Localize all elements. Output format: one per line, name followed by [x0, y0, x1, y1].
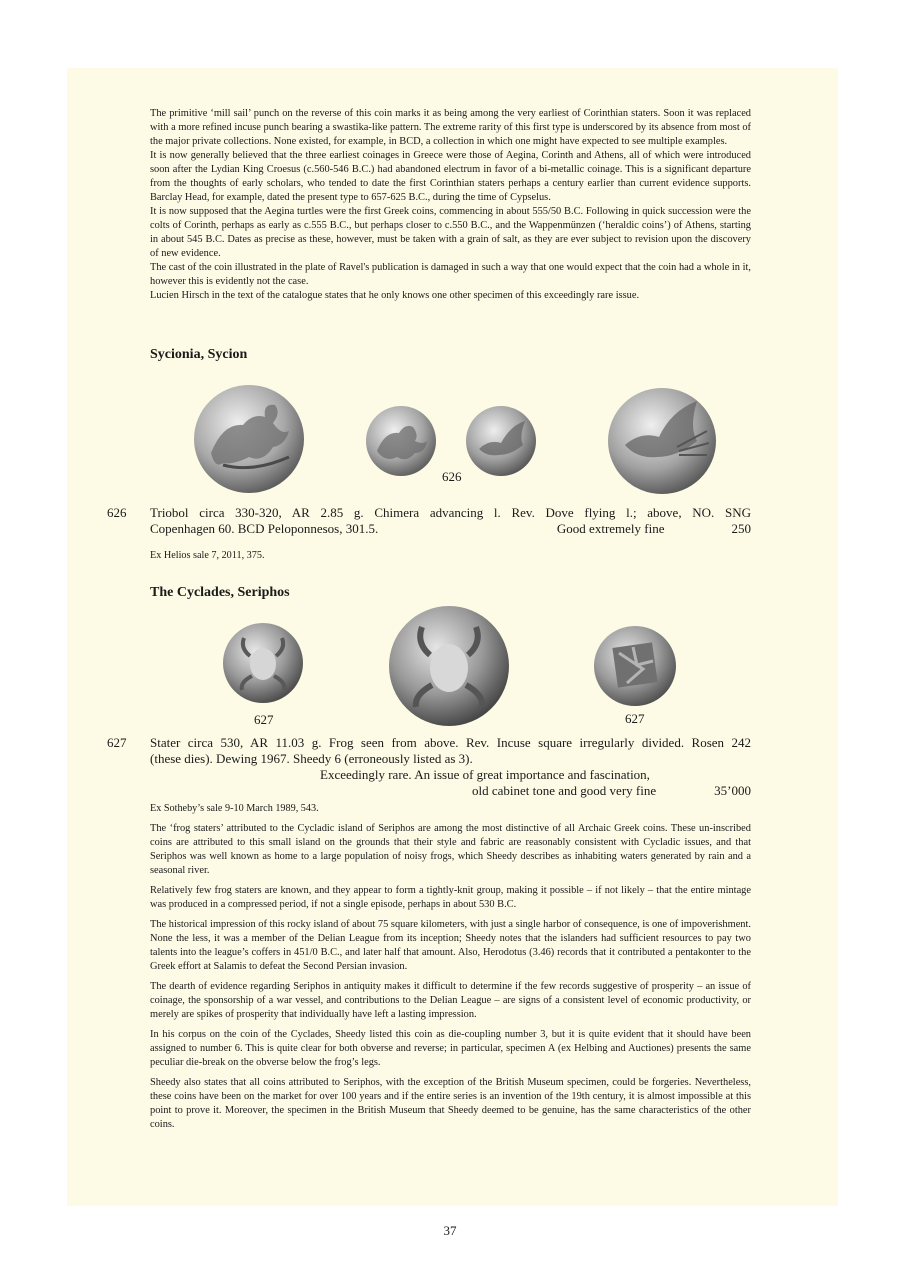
- lot-626-description: [150, 505, 751, 537]
- provenance: Ex Helios sale 7, 2011, 375.: [150, 550, 265, 561]
- coin-627-obverse-large: [388, 605, 510, 727]
- grade-estimate: [557, 521, 751, 537]
- lot-description-line: Triobol circa 330-320, AR 2.85 g. Chimera advancing l. Rev. Dove flying l.; above, NO. SNG: [150, 505, 751, 520]
- estimate: 250: [731, 521, 751, 536]
- coin-627-caption-right: 627: [625, 711, 645, 726]
- intro-paragraph: The primitive ‘mill sail’ punch on the reverse of this coin marks it as being among the very earliest of Corinthian staters. Soon it was replaced with a more refined incuse punch bearing a swastika-like pattern. The extreme rarity of this first type is underscored by its absence from most of the major private collections. None existed, for example, in BCD, a collection in which one might have expected to see multiple examples.: [150, 108, 751, 147]
- commentary-paragraph: The dearth of evidence regarding Seriphos in antiquity makes it difficult to determine if the few records suggestive of prosperity – an issue of coinage, the sponsorship of a war vessel, and contributions to the Delian League – are signs of a consistent level of economic productivity, or merely are spikes of prosperity that individually have left a lasting impression.: [150, 981, 751, 1020]
- grade: Good extremely fine: [556, 521, 665, 536]
- page-number: 37: [443, 1223, 457, 1238]
- lot-627-commentary: [150, 822, 751, 1138]
- coin-626-obverse-large: [193, 383, 305, 495]
- commentary-paragraph: Relatively few frog staters are known, and they appear to form a tightly-knit group, making it possible – if not likely – that the entire mintage was produced in a compressed period, if not a single episode, perhaps in about 530 B.C.: [150, 885, 751, 910]
- lot-description-line: Copenhagen 60. BCD Peloponnesos, 301.5.: [150, 521, 379, 536]
- lot-number: 626: [107, 505, 127, 520]
- grade: old cabinet tone and good very fine: [472, 783, 657, 798]
- commentary-paragraph: The ‘frog staters’ attributed to the Cycladic island of Seriphos are among the most distinctive of all Archaic Greek coins. These un-inscribed coins are attributed to this small island on the grounds that their style and fabric are reasonably consistent with Cycladic issues, and that Seriphos was well known as home to a large population of noisy frogs, which Sheedy describes as inhabiting waters generated by rain and a seasonal river.: [150, 823, 751, 876]
- intro-paragraph: It is now supposed that the Aegina turtles were the first Greek coins, commencing in about 555/50 B.C. Following in quick succession were the colts of Corinth, perhaps as early as c.555 B.C., but perhaps closer to c.550 B.C., and the Wappenmünzen (‘heraldic coins’) of Athens, starting in about 545 B.C. Dates as precise as these, however, must be taken with a grain of salt, as they are ever subject to revision upon the discovery of new evidence.: [150, 206, 751, 259]
- coin-627-caption-left: 627: [254, 712, 274, 727]
- intro-paragraph: It is now generally believed that the three earliest coinages in Greece were those of Aegina, Corinth and Athens, all of which were introduced soon after the Lydian King Croesus (c.560-546 B.C.) had abandoned electrum in favor of a bi-metallic coinage. This is a significant departure from the thoughts of early scholars, who tended to date the first Corinthian staters perhaps a century earlier than current evidence supports. Barclay Head, for example, dated the present type to 657-625 B.C., during the time of Cypselus.: [150, 150, 751, 203]
- coin-626-reverse: [465, 405, 537, 477]
- coin-627-reverse: [593, 625, 677, 707]
- section-heading-seriphos: The Cyclades, Seriphos: [150, 585, 290, 600]
- intro-text: [150, 107, 751, 303]
- lot-description-row: [150, 521, 751, 537]
- lot-627-description: [150, 735, 751, 799]
- commentary-paragraph: The historical impression of this rocky island of about 75 square kilometers, with just a single harbor of consequence, is one of impoverishment. None the less, it was a member of the Delian League from its inception; Sheedy notes that the islanders had sufficient resources to pay two talents into the league’s coffers in 451/0 B.C., and later half that amount. Also, Herodotus (3.46) records that it contributed a pentakonter to the Greek effort at Salamis to defeat the Second Persian invasion.: [150, 919, 751, 972]
- grade-estimate: [150, 783, 751, 799]
- lot-number: 627: [107, 735, 127, 750]
- intro-paragraph: Lucien Hirsch in the text of the catalogue states that he only knows one other specimen of this exceedingly rare issue.: [150, 290, 640, 301]
- coin-626-caption: 626: [442, 469, 462, 484]
- lot-description-line: (these dies). Dewing 1967. Sheedy 6 (erroneously listed as 3).: [150, 751, 473, 766]
- commentary-paragraph: In his corpus on the coin of the Cyclades, Sheedy listed this coin as die-coupling number 3, but it is quite evident that it should have been assigned to number 6. This is quite clear for both obverse and reverse; in particular, specimen A (ex Helbing and Auctiones) presents the same peculiar die-break on the obverse below the frog’s legs.: [150, 1029, 751, 1068]
- estimate: 35’000: [714, 783, 751, 798]
- rarity-note: Exceedingly rare. An issue of great importance and fascination,: [320, 767, 650, 782]
- coin-626-obverse: [365, 405, 437, 477]
- intro-paragraph: The cast of the coin illustrated in the plate of Ravel's publication is damaged in such a way that one would expect that the coin had a whole in it, however this is evidently not the case.: [150, 262, 751, 287]
- commentary-paragraph: Sheedy also states that all coins attributed to Seriphos, with the exception of the British Museum specimen, could be forgeries. Nevertheless, these coins have been on the market for over 100 years and if the entire series is an invention of the 19th century, it is almost impossible at this point to prove it. Moreover, the specimen in the British Museum that Sheedy deemed to be genuine, has the same characteristics of the other coins.: [150, 1077, 751, 1130]
- coin-627-obverse: [222, 622, 304, 704]
- coin-626-reverse-large: [607, 387, 717, 495]
- section-heading-sycion: Sycionia, Sycion: [150, 347, 248, 362]
- provenance: Ex Sotheby’s sale 9-10 March 1989, 543.: [150, 803, 319, 814]
- lot-description-line: Stater circa 530, AR 11.03 g. Frog seen from above. Rev. Incuse square irregularly divided. Rosen 242: [150, 735, 751, 750]
